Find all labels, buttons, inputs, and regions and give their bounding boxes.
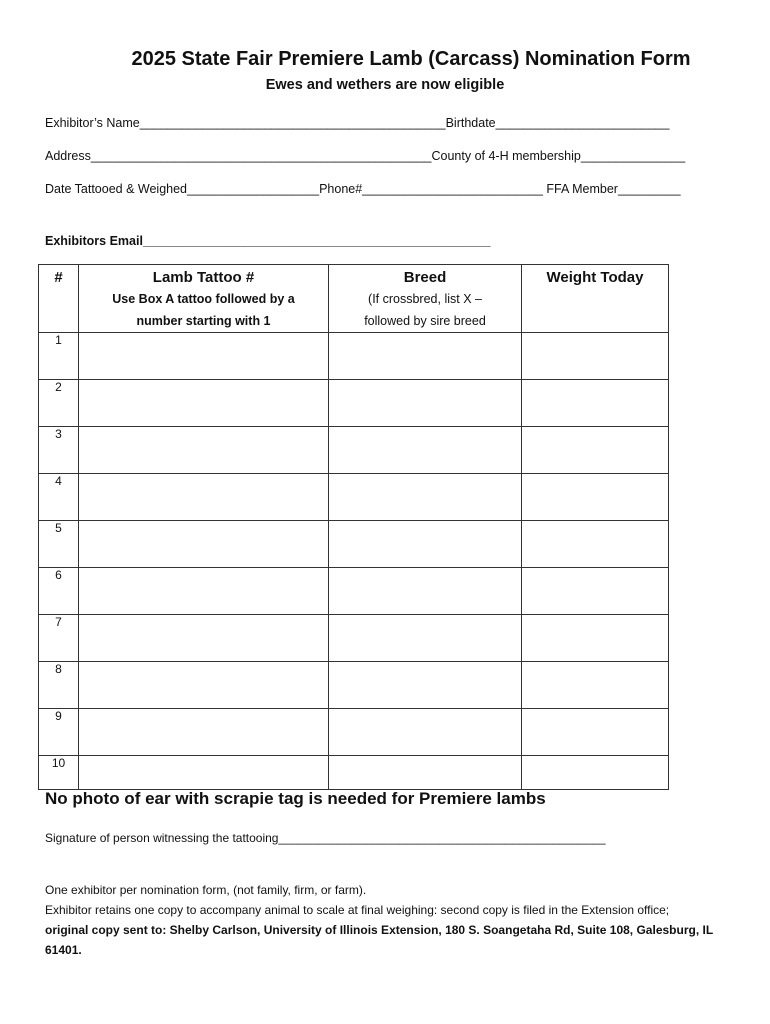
form-title: 2025 State Fair Premiere Lamb (Carcass) Nomination Form (131, 48, 691, 70)
footer-line-1: One exhibitor per nomination form, (not family, firm, or farm). (45, 883, 367, 897)
table-row (39, 662, 669, 709)
tattoo-cell[interactable] (79, 756, 329, 790)
weight-cell[interactable] (522, 380, 669, 427)
weight-cell[interactable] (522, 427, 669, 474)
weight-cell[interactable] (522, 474, 669, 521)
breed-cell[interactable] (329, 568, 522, 615)
date-phone-ffa-field[interactable]: Date Tattooed & Weighed___________________Phone#__________________________ FFA Member_________ (45, 182, 681, 196)
row-number: 7 (39, 615, 79, 662)
table-row (39, 521, 669, 568)
row-number: 4 (39, 474, 79, 521)
breed-cell[interactable] (329, 662, 522, 709)
table-row (39, 756, 669, 790)
form-subtitle: Ewes and wethers are now eligible (265, 77, 505, 93)
breed-column-header: Breed (If crossbred, list X – followed by sire breed (329, 265, 522, 333)
weight-cell[interactable] (522, 568, 669, 615)
tattoo-cell[interactable] (79, 474, 329, 521)
row-number: 8 (39, 662, 79, 709)
table-row (39, 474, 669, 521)
row-number: 6 (39, 568, 79, 615)
table-row (39, 568, 669, 615)
weight-cell[interactable] (522, 333, 669, 380)
breed-cell[interactable] (329, 333, 522, 380)
tattoo-cell[interactable] (79, 709, 329, 756)
tattoo-cell[interactable] (79, 662, 329, 709)
lamb-nomination-table (38, 264, 669, 790)
weight-cell[interactable] (522, 615, 669, 662)
table-row (39, 709, 669, 756)
row-number: 3 (39, 427, 79, 474)
row-number: 5 (39, 521, 79, 568)
weight-cell[interactable] (522, 521, 669, 568)
tattoo-cell[interactable] (79, 521, 329, 568)
table-row (39, 615, 669, 662)
tattoo-cell[interactable] (79, 380, 329, 427)
exhibitor-email-field[interactable]: Exhibitors Email__________________________________________________ (45, 234, 491, 248)
breed-cell[interactable] (329, 427, 522, 474)
breed-cell[interactable] (329, 474, 522, 521)
tattoo-cell[interactable] (79, 568, 329, 615)
row-number: 2 (39, 380, 79, 427)
table-row (39, 333, 669, 380)
tattoo-cell[interactable] (79, 333, 329, 380)
tattoo-cell[interactable] (79, 427, 329, 474)
breed-cell[interactable] (329, 709, 522, 756)
breed-cell[interactable] (329, 521, 522, 568)
witness-signature-field[interactable]: Signature of person witnessing the tattooing_________________________________________________ (45, 831, 606, 845)
weight-cell[interactable] (522, 709, 669, 756)
weight-column-header: Weight Today (522, 265, 669, 333)
address-county-field[interactable]: Address_________________________________________________County of 4-H membership_______________ (45, 149, 686, 163)
table-row (39, 427, 669, 474)
exhibitor-name-birthdate-field[interactable]: Exhibitor’s Name____________________________________________Birthdate_________________________ (45, 116, 670, 130)
tattoo-cell[interactable] (79, 615, 329, 662)
weight-cell[interactable] (522, 756, 669, 790)
table-header-row (39, 265, 669, 333)
breed-cell[interactable] (329, 380, 522, 427)
breed-cell[interactable] (329, 756, 522, 790)
number-column-header: # (39, 265, 79, 333)
footer-line-2: Exhibitor retains one copy to accompany animal to scale at final weighing: second copy is filed in the Extension office; (45, 903, 670, 917)
row-number: 9 (39, 709, 79, 756)
table-row (39, 380, 669, 427)
lamb-tattoo-column-header: Lamb Tattoo # Use Box A tattoo followed by a number starting with 1 (79, 265, 329, 333)
row-number: 1 (39, 333, 79, 380)
breed-cell[interactable] (329, 615, 522, 662)
footer-line-3: original copy sent to: Shelby Carlson, University of Illinois Extension, 180 S. Soangetaha Rd, Suite 108, Galesburg, IL (45, 923, 714, 937)
weight-cell[interactable] (522, 662, 669, 709)
footer-line-4: 61401. (45, 943, 82, 957)
scrapie-tag-notice: No photo of ear with scrapie tag is needed for Premiere lambs (45, 789, 546, 808)
row-number: 10 (39, 756, 79, 790)
